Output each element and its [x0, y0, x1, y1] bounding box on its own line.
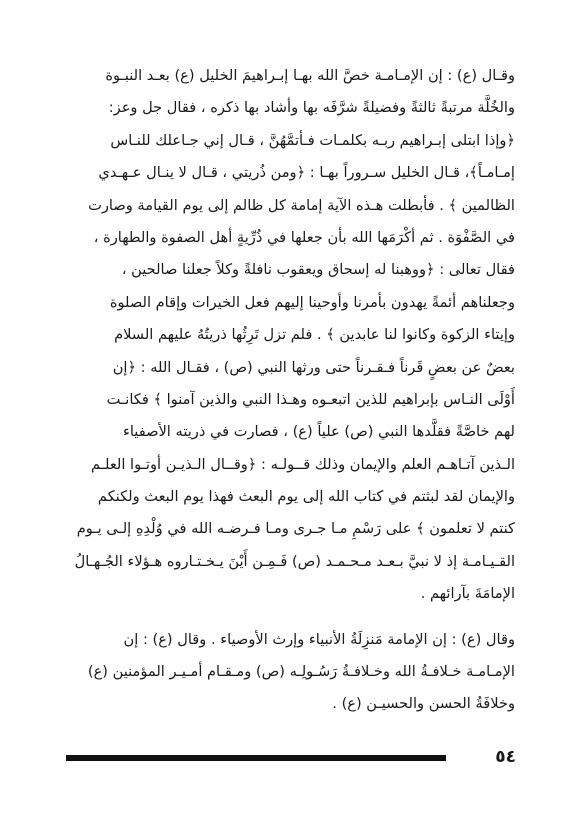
text-line: وإيتاء الزكوة وكانوا لنا عابدين ﴾ . فلم تزل تَرِثُها ذريتُهُ عليهم السلام [114, 326, 515, 344]
text-line: القـيـامـة إذ لا نبيَّ بـعـد مـحـمـد (ص) فَـمِـن أَيْنَ يـخـتـاروه هـؤلاء الجُـهـالُ [74, 552, 515, 570]
text-line: الإمامَةَ بآرائهم . [420, 585, 515, 603]
text-line: لهم خاصَّةً فقلَّدها النبي (ص) علياً (ع) ، فصارت في ذريته الأصفياء [123, 423, 515, 441]
text-line: والإيمان لقد لبثتم في كتاب الله إلى يوم البعث فهذا يوم البعث ولكنكم [97, 488, 515, 506]
text-line: كنتم لا تعلمون ﴾ على رَسْمِ مـا جـرى ومـا فـرضـه الله في وُلْدِهِ إلـى يـوم [76, 520, 515, 538]
text-line: وخلافَةُ الحسن والحسيـن (ع) . [332, 695, 515, 713]
text-line: في الصَّفْوَة . ثم أكْرَمَها الله بأن جعلها في ذُرِّيةٍ أهل الصفوة والطهارة ، [93, 228, 515, 246]
text-line: وقـال (ع) : إن الإمـامـة خصَّ الله بهـا إبـراهيمَ الخليل (ع) بعـد النبـوة [105, 67, 515, 84]
text-line: الإمـامـة خـلافـةُ الله وخـلافـةُ رَسُـولِـه (ص) ومـقـام أمـيـر المؤمنين (ع) [87, 663, 515, 681]
paragraph [60, 60, 515, 611]
text-line: وجعلناهم أئمةً يهدون بأمرنا وأوحينا إليهم فعل الخيرات وإقام الصلوة [109, 293, 515, 311]
text-line: إمـامـاً﴾، قـال الخليل سـروراً بهـا : ﴿ومن ذُريتي ، قـال لا ينـال عـهـدي [98, 164, 515, 182]
text-line: بعضٌ عن بعضٍ قَرناً فـقـرناً حتى ورثها النبي (ص) ، فقـال الله : ﴿إن [112, 358, 515, 376]
body-text [60, 60, 515, 721]
page-footer [66, 745, 516, 769]
text-line: الـذين آتـاهـم العلم والإيمان وذلك قــولـه : ﴿وقــال الـذيـن أوتـوا العلـم [91, 455, 515, 473]
text-line: والخُلَّة مرتبةً ثالثةً وفضيلةً شرَّفَه بها وأشاد بها ذكره ، فقال جل وعز: [108, 99, 515, 117]
text-line: الظالمين ﴾ . فأبطلت هـذه الآية إمامة كل ظالم إلى يوم القيامة وصارت [88, 196, 515, 214]
page-number: ٥٤ [495, 747, 516, 767]
text-line: أَوْلَى النـاس بإبراهيم للذين اتبعـوه وهـذا النبي والذين آمنوا ﴾ فكانـت [106, 390, 515, 408]
text-line: وقال (ع) : إن الإمامة مَنزِلَةُ الأنبياء وإرث الأوصياء . وقال (ع) : إن [123, 630, 515, 648]
text-line: ﴿وإذا ابتلى إبـراهيم ربـه بكلمـات فـأتمَّهُنَّ ، قـال إني جـاعلك للنـاس [110, 131, 515, 149]
footer-rule [66, 755, 446, 761]
paragraph [60, 624, 515, 721]
text-line: فقال تعالى : ﴿ووهبنا له إسحاق ويعقوب نافلةً وكلاً جعلنا صالحين ، [121, 261, 515, 279]
